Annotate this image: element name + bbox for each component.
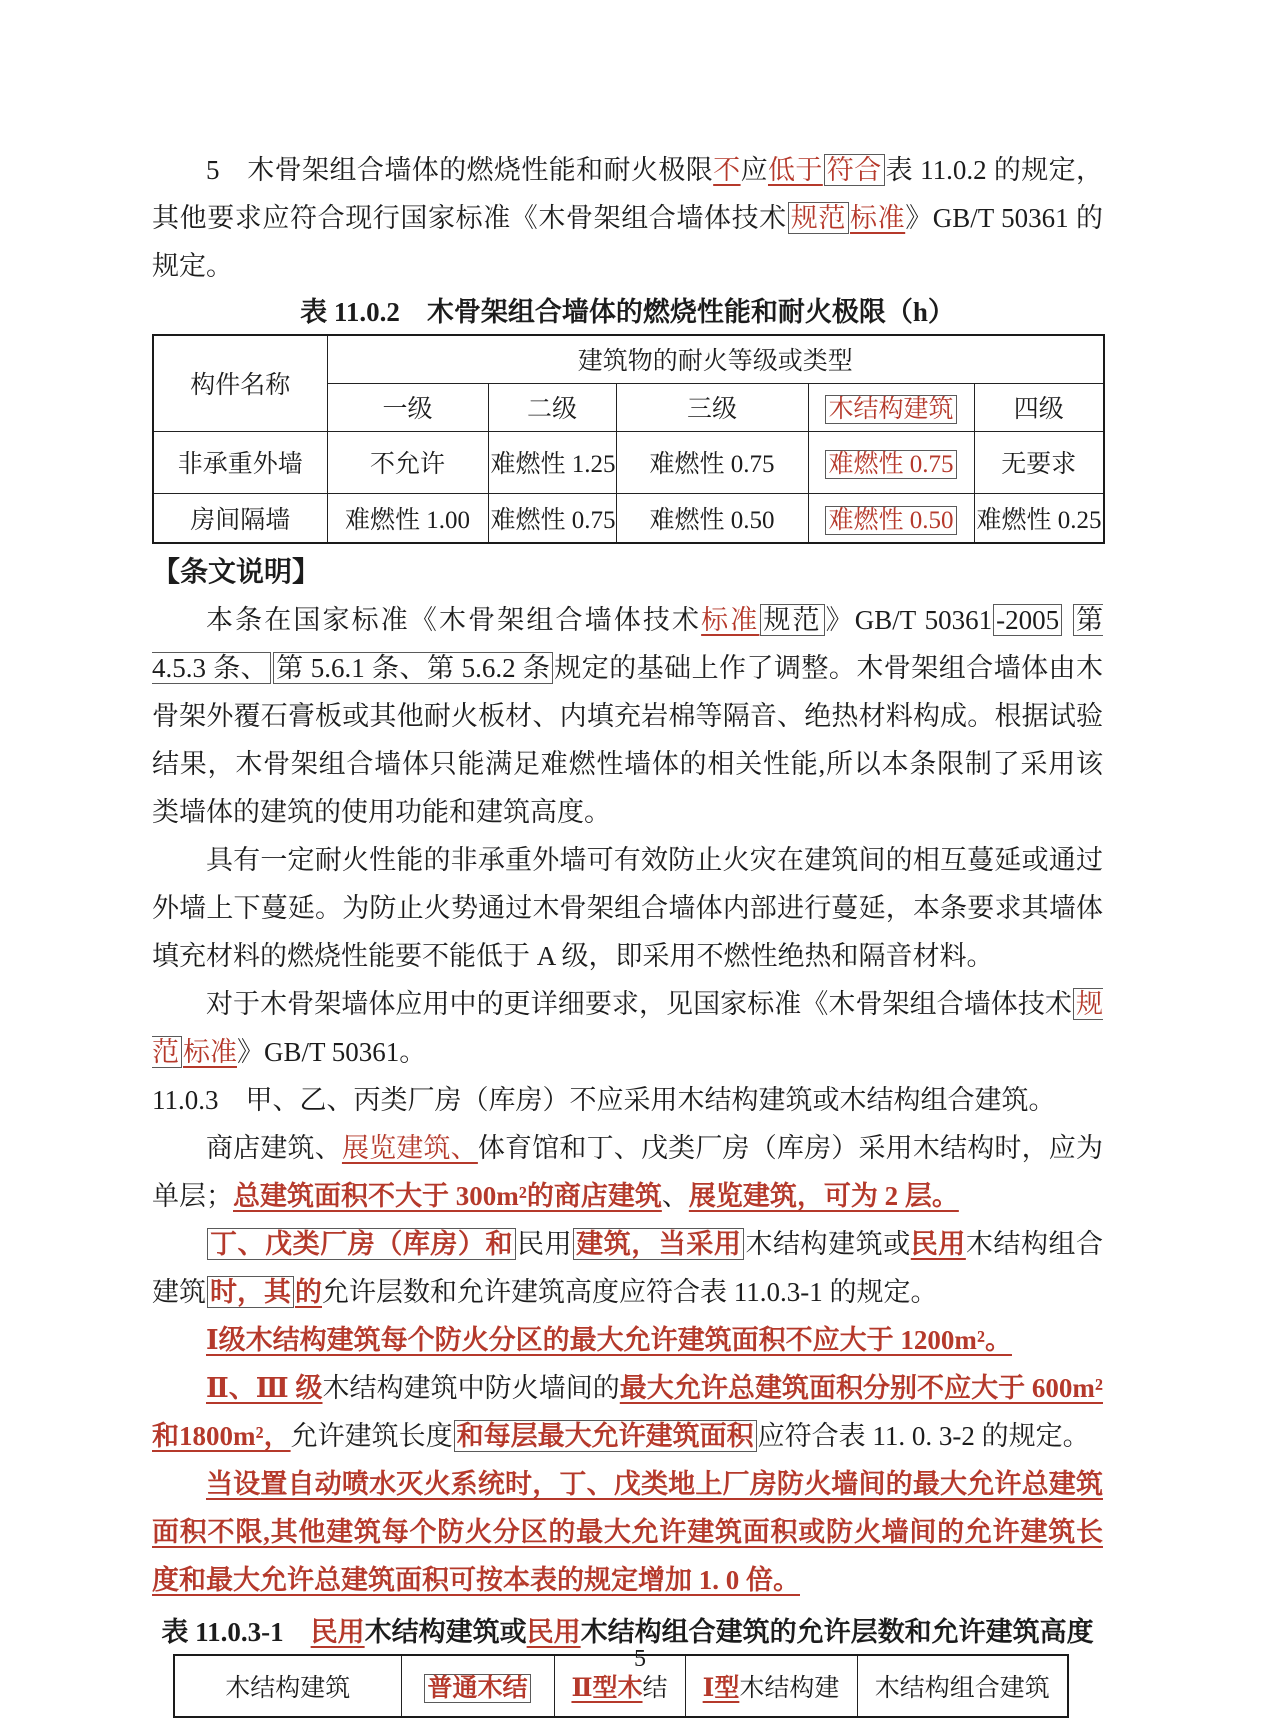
component-name-cell: [153, 493, 327, 543]
text-run: 二级: [526, 396, 577, 423]
text-run: 、: [661, 1181, 689, 1211]
text-run: 难燃性 0.75: [649, 451, 775, 478]
deleted-text: 普通木结: [424, 1674, 530, 1703]
deleted-text: 符合: [824, 154, 885, 186]
text-run: 木结构组合建筑的允许层数和允许建筑高度: [580, 1617, 1094, 1647]
text-run: 5 木骨架组合墙体的燃烧性能和耐火极限: [206, 155, 714, 185]
inserted-text: 最大允许总建筑面积分别不应大于 600m²和1800m²，: [152, 1373, 1103, 1451]
text-run: 难燃性 0.50: [649, 506, 775, 534]
value-cell: [808, 431, 974, 493]
text-run: 构件名称: [190, 372, 291, 400]
inserted-text: Ⅰ型: [702, 1675, 740, 1702]
clause-11-0-3-class23-paragraph: [152, 1364, 1103, 1460]
text-run: 木结构建筑: [225, 1675, 351, 1702]
inserted-text: 标准: [850, 203, 906, 233]
text-run: 难燃性 0.25: [976, 506, 1102, 534]
inserted-text: Ⅱ型木: [571, 1675, 643, 1702]
text-run: 本条在国家标准《木骨架组合墙体技术: [206, 605, 702, 635]
text-run: 11.0.3 甲、乙、丙类厂房（库房）不应采用木结构建筑或木结构组合建筑。: [152, 1085, 1056, 1115]
text-run: 商店建筑、: [206, 1133, 342, 1163]
text-run: 木结构建筑或: [364, 1617, 527, 1647]
inserted-text: 民用: [310, 1617, 365, 1647]
text-run: 木结构建筑中防火墙间的: [322, 1373, 620, 1403]
table-corner-cell: [153, 335, 327, 431]
clause-11-0-3-intro: [152, 1076, 1103, 1124]
clause-5-paragraph: [152, 146, 1103, 290]
inserted-text: 标准: [701, 605, 760, 635]
value-cell: [616, 493, 808, 543]
text-run: 三级: [686, 396, 737, 423]
text-run: 木结构组合建筑: [152, 1229, 1104, 1307]
deleted-text: 丁、戊类厂房（库房）和: [207, 1228, 516, 1260]
text-run: 难燃性 1.00: [344, 506, 470, 534]
clause-11-0-3-factory-paragraph: [152, 1220, 1103, 1316]
text-run: 》GB/T 50361: [825, 605, 993, 635]
inserted-text: 不: [713, 155, 741, 185]
grade-header-2: [488, 383, 616, 431]
inserted-text: 展览建筑、: [341, 1133, 478, 1163]
value-cell: [488, 493, 616, 543]
table-row: [153, 493, 1104, 543]
text-run: 应符合表 11. 0. 3-2 的规定。: [757, 1421, 1090, 1451]
table-group-header: [327, 335, 1104, 383]
text-run: 木结构组合建筑: [874, 1675, 1050, 1702]
deleted-text: 规范: [760, 604, 824, 636]
table-11-0-2: [152, 334, 1105, 544]
page-content: [152, 146, 1103, 1718]
inserted-text: 标准: [183, 1037, 237, 1067]
clause-11-0-3-sprinkler-paragraph: [152, 1460, 1103, 1604]
page-number: 5: [634, 1646, 646, 1672]
deleted-text: 规范: [788, 202, 849, 234]
value-cell: [974, 431, 1104, 493]
value-cell: [974, 493, 1104, 543]
grade-header-4: [974, 383, 1104, 431]
inserted-text: Ⅰ级木结构建筑每个防火分区的最大允许建筑面积不应大于 1200m²。: [206, 1325, 1012, 1355]
explanation-heading: 【条文说明】: [152, 557, 321, 588]
value-cell: [327, 493, 488, 543]
text-run: 表 11.0.2 的规定，其他要求应符合现行国家标准《木骨架组合墙体技术: [152, 155, 1104, 233]
text-run: 允许层数和允许建筑高度应符合表 11.0.3-1 的规定。: [322, 1277, 938, 1307]
value-cell: [488, 431, 616, 493]
text-run: 体育馆和丁、戊类厂房（库房）采用木结构时，应为单层；: [152, 1133, 1103, 1211]
deleted-text: 木结构建筑: [825, 395, 956, 424]
text-run: 非承重外墙: [177, 451, 303, 478]
inserted-text: 民用: [910, 1229, 966, 1259]
deleted-text: 第 5.6.1 条、第 5.6.2 条: [273, 652, 553, 684]
grade-header-3: [616, 383, 808, 431]
inserted-text: 展览建筑，可为 2 层。: [688, 1181, 959, 1211]
deleted-text: -2005: [993, 604, 1062, 636]
explanation-paragraph-3: [152, 980, 1103, 1076]
table-11-0-2-title: 表 11.0.2 木骨架组合墙体的燃烧性能和耐火极限（h）: [300, 297, 955, 327]
text-run: 允许建筑长度: [290, 1421, 453, 1451]
text-run: 应: [740, 155, 768, 185]
inserted-text: 民用: [526, 1617, 581, 1647]
inserted-text: 的: [295, 1277, 322, 1307]
text-run: 》GB/T 50361。: [237, 1037, 427, 1067]
text-run: 规定的基础上作了调整。木骨架组合墙体由木骨架外覆石膏板或其他耐火板材、内填充岩棉等隔音、绝热材料构成。根据试验结果，木骨架组合墙体只能满足难燃性墙体的相关性能,所以本条限制了采用该类墙体的建筑的使用功能和建筑高度。: [152, 653, 1104, 827]
text-run: 难燃性 1.25: [490, 451, 616, 478]
inserted-text: 低于: [767, 155, 823, 185]
deleted-text: 和每层最大允许建筑面积: [454, 1420, 757, 1452]
value-cell: [616, 431, 808, 493]
text-run: 建筑物的耐火等级或类型: [577, 348, 853, 376]
text-run: 民用: [517, 1229, 573, 1259]
table-row: [153, 431, 1104, 493]
deleted-text: 难燃性 0.75: [825, 450, 956, 479]
inserted-text: 当设置自动喷水灭火系统时，丁、戊类地上厂房防火墙间的最大允许总建筑面积不限,其他建筑每个防火分区的最大允许建筑面积或防火墙间的允许建筑长度和最大允许总建筑面积可按本表的规定增加 1. 0 倍。: [152, 1469, 1103, 1595]
text-run: 四级: [1013, 396, 1064, 423]
text-run: 表 11.0.3-1: [161, 1617, 311, 1647]
inserted-text: Ⅱ、Ⅲ 级: [206, 1373, 323, 1403]
text-run: 不允许: [369, 451, 445, 478]
value-cell: [808, 493, 974, 543]
deleted-text: 建筑，当采用: [573, 1228, 744, 1260]
text-run: 难燃性 0.75: [490, 506, 616, 534]
clause-11-0-3-class1-paragraph: [152, 1316, 1103, 1364]
deleted-text: 难燃性 0.50: [825, 506, 956, 535]
explanation-paragraph-2: [152, 836, 1103, 980]
value-cell: [327, 431, 488, 493]
inserted-text: 总建筑面积不大于 300m²的商店建筑: [233, 1181, 662, 1211]
text-run: 对于木骨架墙体应用中的更详细要求，见国家标准《木骨架组合墙体技术: [206, 989, 1072, 1019]
deleted-text: 第 4.5.3 条、: [152, 605, 1104, 683]
grade-header-timber: [808, 383, 974, 431]
text-run: 无要求: [1001, 451, 1077, 478]
text-run: 木结构建筑或: [745, 1229, 911, 1259]
text-run: 》GB/T 50361 的规定。: [152, 203, 1104, 281]
text-run: [1063, 605, 1072, 635]
explanation-paragraph-1: [152, 596, 1103, 836]
text-run: 结: [642, 1675, 668, 1702]
text-run: 一级: [382, 396, 433, 423]
component-name-cell: [153, 431, 327, 493]
text-run: 具有一定耐火性能的非承重外墙可有效防止火灾在建筑间的相互蔓延或通过外墙上下蔓延。为防止火势通过木骨架组合墙体内部进行蔓延，本条要求其墙体填充材料的燃烧性能要不能低于 A 级，即采用不燃性绝热和隔音材料。: [152, 845, 1103, 971]
text-run: 房间隔墙: [190, 506, 291, 534]
grade-header-1: [327, 383, 488, 431]
deleted-text: 规范: [152, 989, 1103, 1067]
text-run: 木结构建: [739, 1675, 840, 1702]
deleted-text: 时，其: [207, 1276, 294, 1308]
clause-11-0-3-shops-paragraph: [152, 1124, 1103, 1220]
